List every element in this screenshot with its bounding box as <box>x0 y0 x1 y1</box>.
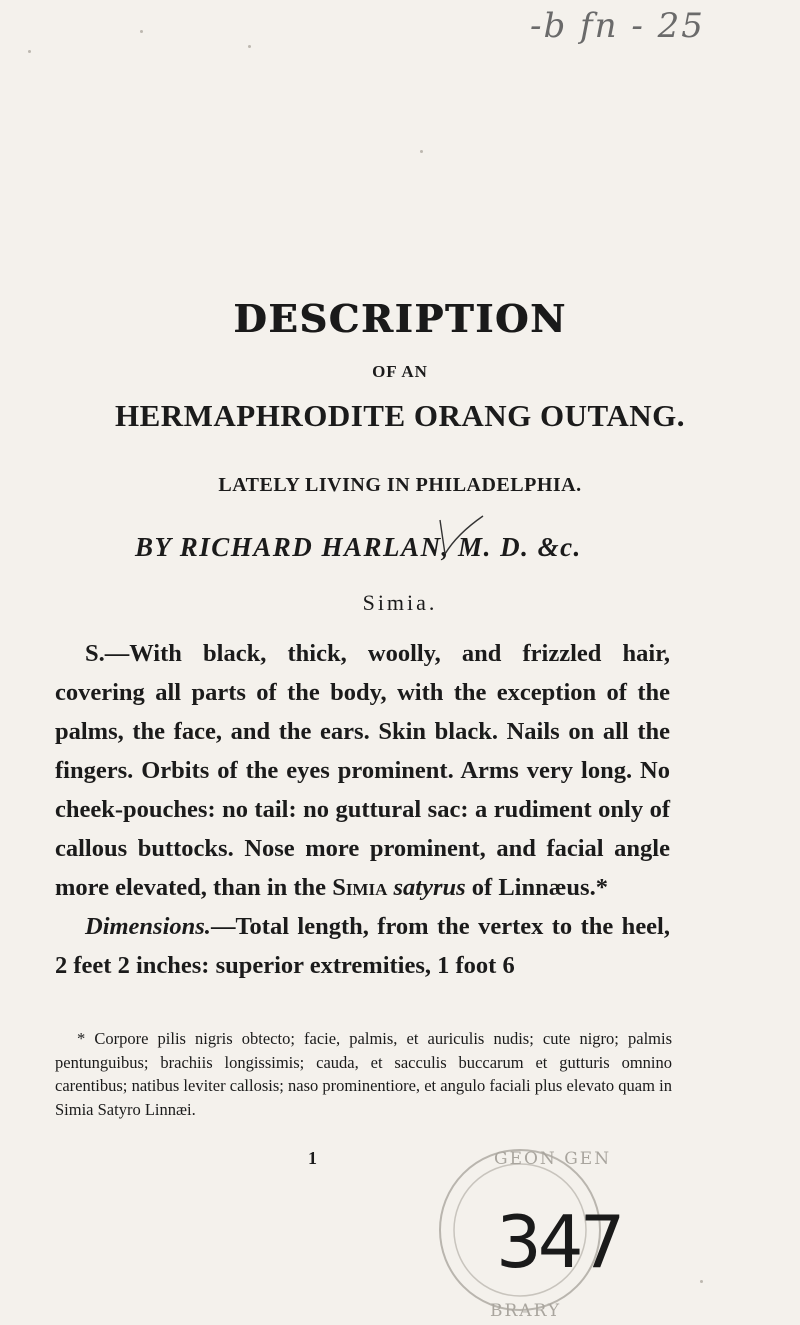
stamp-top-text: GEON GEN <box>494 1149 612 1169</box>
signature-mark: 1 <box>308 1148 317 1168</box>
description-paragraph <box>55 634 670 907</box>
body-text <box>55 634 670 985</box>
location-line: LATELY LIVING IN PHILADELPHIA. <box>218 474 582 496</box>
section-heading: Simia. <box>362 590 438 615</box>
description-text-end: of Linnæus.* <box>465 874 608 901</box>
subtitle-of-an: OF AN <box>372 362 428 381</box>
description-text-start: S.—With black, thick, woolly, and frizzled hair, covering all parts of the body, with the exception of the palms, the face, and the ears. Skin black. Nails on all the fingers. Orbits of the eyes prominent. Arms very long. No cheek-pouches: no tail: no guttural sac: a rudiment only of callous buttocks. Nose more prominent, and facial angle more elevated, than in the <box>55 640 670 901</box>
dimensions-text: —Total length, from the vertex to the heel, 2 feet 2 inches: superior extremities, 1 foot 6 <box>55 913 670 979</box>
paper-speck <box>140 30 143 33</box>
stamp-bottom-text: BRARY <box>490 1301 562 1321</box>
pencil-number: 347 <box>496 1200 622 1284</box>
author-line: BY RICHARD HARLAN, M. D. &c. <box>135 532 582 562</box>
paper-speck <box>420 150 423 153</box>
paper-speck <box>248 45 251 48</box>
page-title: DESCRIPTION <box>233 296 567 341</box>
simia-name: Simia <box>332 874 388 901</box>
pencil-check-icon <box>437 514 487 560</box>
dimensions-label: Dimensions. <box>85 913 211 940</box>
satyrus-name: satyrus <box>393 874 466 901</box>
dimensions-paragraph <box>55 907 670 985</box>
paper-speck <box>700 1280 703 1283</box>
subject-heading: HERMAPHRODITE ORANG OUTANG. <box>114 398 686 433</box>
footnote <box>55 1027 672 1121</box>
paper-speck <box>28 50 31 53</box>
footnote-text: * Corpore pilis nigris obtecto; facie, palmis, et auriculis nudis; cute nigro; palmis pentunguibus; brachiis longissimis; cauda, et sacculis buccarum et gutturis omnino carentibus; natibus leviter callosis; naso prominentiore, et angulo faciali plus elevato quam in Simia Satyro Linnæi. <box>55 1029 672 1119</box>
pencil-annotation: -b fn - 25 <box>530 6 705 46</box>
